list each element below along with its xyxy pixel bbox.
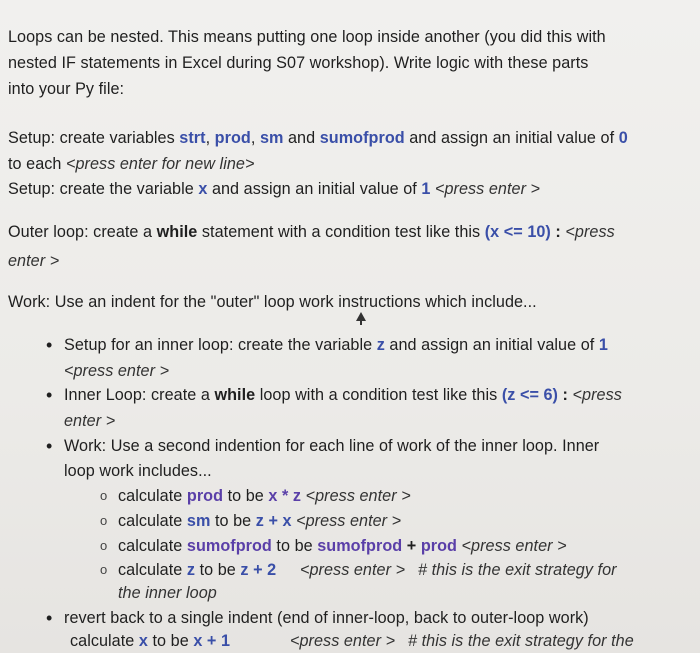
var-z: z (376, 336, 385, 354)
plus: + (402, 537, 421, 555)
initial-value-1: 1 (598, 336, 608, 354)
expr-z-plus-2: z + 2 (240, 561, 277, 579)
press-enter-hint: <press enter > (64, 362, 170, 380)
var-sm: sm (259, 129, 284, 147)
inner-condition: (z <= 6) (501, 386, 558, 404)
calc-z-hint (300, 559, 405, 581)
calc-x-line (70, 630, 230, 652)
outer-condition: (x <= 10) (484, 223, 551, 241)
exit-strategy-comment: # this is the exit strategy for the (408, 632, 634, 650)
initial-value-1: 1 (421, 180, 431, 198)
press-enter-hint: enter > (64, 412, 116, 430)
intro-line-3: into your Py file: (8, 80, 125, 98)
exit-comment (418, 559, 617, 581)
revert-line: revert back to a single indent (end of inner-loop, back to outer-loop work) (64, 609, 589, 627)
expr-prod: prod (420, 537, 457, 555)
sub-bullet-icon: o (100, 488, 108, 503)
calc-z-line (118, 559, 276, 581)
expr-x-times-z: x * z (268, 487, 302, 505)
var-sumofprod: sumofprod (319, 129, 405, 147)
colon: : (558, 386, 573, 404)
var-x: x (138, 632, 148, 650)
setup-variables-line-2 (8, 153, 254, 175)
press-enter-hint: <press enter > (300, 561, 406, 579)
mouse-cursor-icon (356, 312, 366, 321)
inner-setup-line (64, 334, 608, 356)
bullet-icon: • (46, 385, 53, 405)
exit-strategy-comment: the inner loop (118, 584, 217, 602)
calc-sm-line (118, 510, 401, 532)
press-enter-hint: <press enter > (457, 537, 567, 555)
calc-prod-line (118, 485, 411, 507)
var-z: z (186, 561, 196, 579)
outer-prefix: Outer loop: create a (8, 223, 157, 241)
b1-text: Setup for an inner loop: create the variable (64, 336, 377, 354)
setup1-prefix: Setup: create variables (8, 129, 180, 147)
var-sumofprod: sumofprod (186, 537, 272, 555)
exit-strategy-comment: # this is the exit strategy for (418, 561, 617, 579)
bullet-icon: • (46, 436, 53, 456)
outer-loop-line (8, 221, 615, 243)
while-keyword: while (214, 386, 256, 404)
calc-word: calculate (118, 537, 187, 555)
var-strt: strt (179, 129, 206, 147)
var-prod: prod (186, 487, 224, 505)
press-enter-hint: <press enter > (301, 487, 411, 505)
press-enter-hint: <press enter > (291, 512, 402, 530)
inner-work-line-2: loop work includes... (64, 462, 212, 480)
b2-mid: loop with a condition test like this (255, 386, 502, 404)
inner-work-line: Work: Use a second indention for each line of work of the inner loop. Inner (64, 437, 600, 455)
var-sm: sm (186, 512, 211, 530)
inner-setup-line-2 (64, 360, 169, 382)
sub-bullet-icon: o (100, 513, 108, 528)
var-x: x (198, 180, 208, 198)
b1-mid: and assign an initial value of (384, 336, 599, 354)
to-be: to be (210, 512, 256, 530)
and-word: and (283, 129, 320, 147)
press-enter-hint: <press enter for new line> (66, 155, 255, 173)
inner-loop-line (64, 384, 622, 406)
press-enter-hint: <press (572, 386, 622, 404)
calc-sumofprod-line (118, 535, 567, 557)
sub-bullet-icon: o (100, 562, 108, 577)
expr-x-plus-1: x + 1 (193, 632, 231, 650)
press-enter-hint: <press enter > (290, 632, 396, 650)
to-each: to each (8, 155, 66, 173)
sep: , (250, 129, 260, 147)
var-prod: prod (214, 129, 251, 147)
while-keyword: while (156, 223, 198, 241)
outer-loop-line-2 (8, 250, 59, 272)
intro-line-1: Loops can be nested. This means putting one loop inside another (you did this with (8, 28, 606, 46)
work-line: Work: Use an indent for the "outer" loop work instructions which include... (8, 293, 537, 311)
initial-value-0: 0 (618, 129, 628, 147)
press-enter-hint: <press enter > (430, 180, 541, 198)
bullet-icon: • (46, 335, 53, 355)
inner-loop-line-2 (64, 410, 115, 432)
setup2-prefix: Setup: create the variable (8, 180, 199, 198)
calc-word: calculate (118, 512, 187, 530)
setup1-mid: and assign an initial value of (404, 129, 619, 147)
to-be: to be (223, 487, 269, 505)
calc-word: calculate (70, 632, 139, 650)
setup-variables-line (8, 127, 628, 149)
expr-z-plus-x: z + x (255, 512, 292, 530)
exit-comment-outer (408, 630, 634, 652)
expr-sumofprod: sumofprod (317, 537, 403, 555)
outer-mid: statement with a condition test like this (197, 223, 485, 241)
press-enter-hint: enter > (8, 252, 60, 270)
press-enter-hint: <press (565, 223, 615, 241)
calc-word: calculate (118, 487, 187, 505)
to-be: to be (195, 561, 241, 579)
bullet-icon: • (46, 608, 53, 628)
calc-x-hint (290, 630, 395, 652)
intro-line-2: nested IF statements in Excel during S07 workshop). Write logic with these parts (8, 54, 589, 72)
to-be: to be (147, 632, 194, 650)
calc-word: calculate (118, 561, 187, 579)
sep: , (205, 129, 215, 147)
colon: : (550, 223, 566, 241)
b2-text: Inner Loop: create a (64, 386, 215, 404)
setup-x-line (8, 178, 540, 200)
to-be: to be (271, 537, 318, 555)
sub-bullet-icon: o (100, 538, 108, 553)
setup2-mid: and assign an initial value of (207, 180, 422, 198)
exit-comment-2 (118, 582, 217, 604)
